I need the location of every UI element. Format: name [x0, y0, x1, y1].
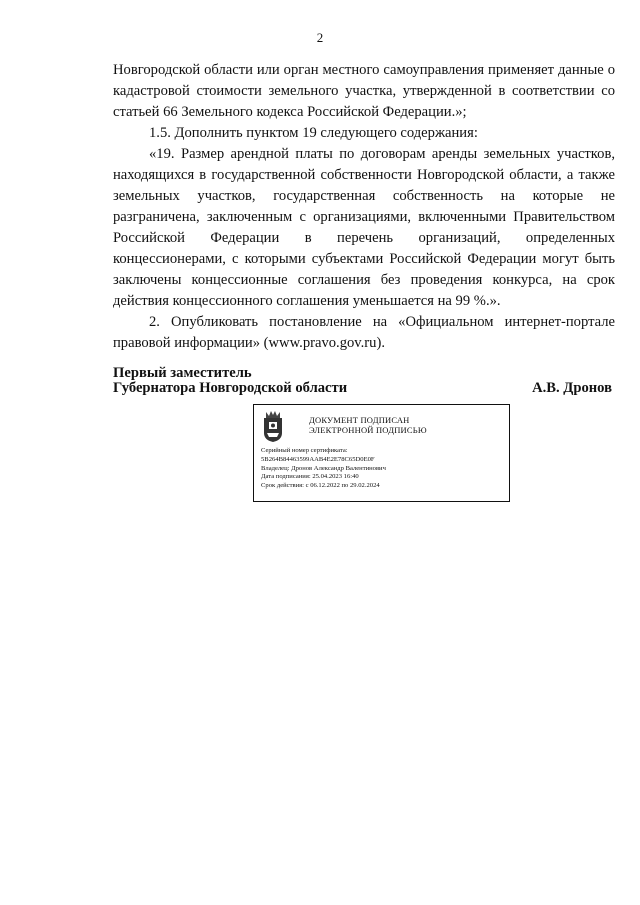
- stamp-title-line1: ДОКУМЕНТ ПОДПИСАН: [309, 415, 410, 425]
- signer-position-line1: Первый заместитель: [113, 365, 252, 381]
- signer-position-line2: Губернатора Новгородской области: [113, 380, 348, 396]
- document-body: [113, 60, 615, 354]
- paragraph-amendment-intro: 1.5. Дополнить пунктом 19 следующего содержания:: [149, 125, 478, 141]
- paragraph-publication: 2. Опубликовать постановление на «Официальном интернет-портале правовой информации» (www.pravo.gov.ru).: [113, 314, 615, 351]
- stamp-heading: [309, 415, 427, 435]
- stamp-details: [261, 447, 386, 491]
- novgorod-coat-of-arms-icon: [262, 409, 284, 443]
- signer-position: [113, 366, 347, 396]
- stamp-title-line2: ЭЛЕКТРОННОЙ ПОДПИСЬЮ: [309, 425, 427, 435]
- signer-name: А.В. Дронов: [532, 380, 612, 396]
- stamp-serial-label: Серийный номер сертификата:: [261, 447, 348, 454]
- stamp-serial-value: 5B264B84463599AAB4E2E78C65D0E0F: [261, 455, 375, 463]
- stamp-validity: Срок действия: с 06.12.2022 по 29.02.2024: [261, 482, 380, 490]
- paragraph-clause-19: «19. Размер арендной платы по договорам аренды земельных участков, находящихся в государственной собственности Новгородской области, а также земельных участков, государственная собственность на которые не разграничена, заключенным с организациями, включенными Правительством Российской Федерации в перечень организаций, определенных концессионерами, с которыми субъектами Российской Федерации могут быть заключены концессионные соглашения без проведения конкурса, на срок действия концессионного соглашения уменьшается на 99 %.».: [113, 146, 615, 309]
- paragraph-continuation: Новгородской области или орган местного самоуправления применяет данные о кадастровой стоимости земельного участка, утвержденной в соответствии со статьей 66 Земельного кодекса Российской Федерации.»;: [113, 62, 615, 120]
- page-number: 2: [316, 30, 324, 45]
- stamp-owner: Владелец: Дронов Александр Валентинович: [261, 464, 386, 472]
- stamp-signed-date: Дата подписания: 25.04.2023 16:40: [261, 473, 359, 481]
- electronic-signature-stamp: [253, 404, 510, 502]
